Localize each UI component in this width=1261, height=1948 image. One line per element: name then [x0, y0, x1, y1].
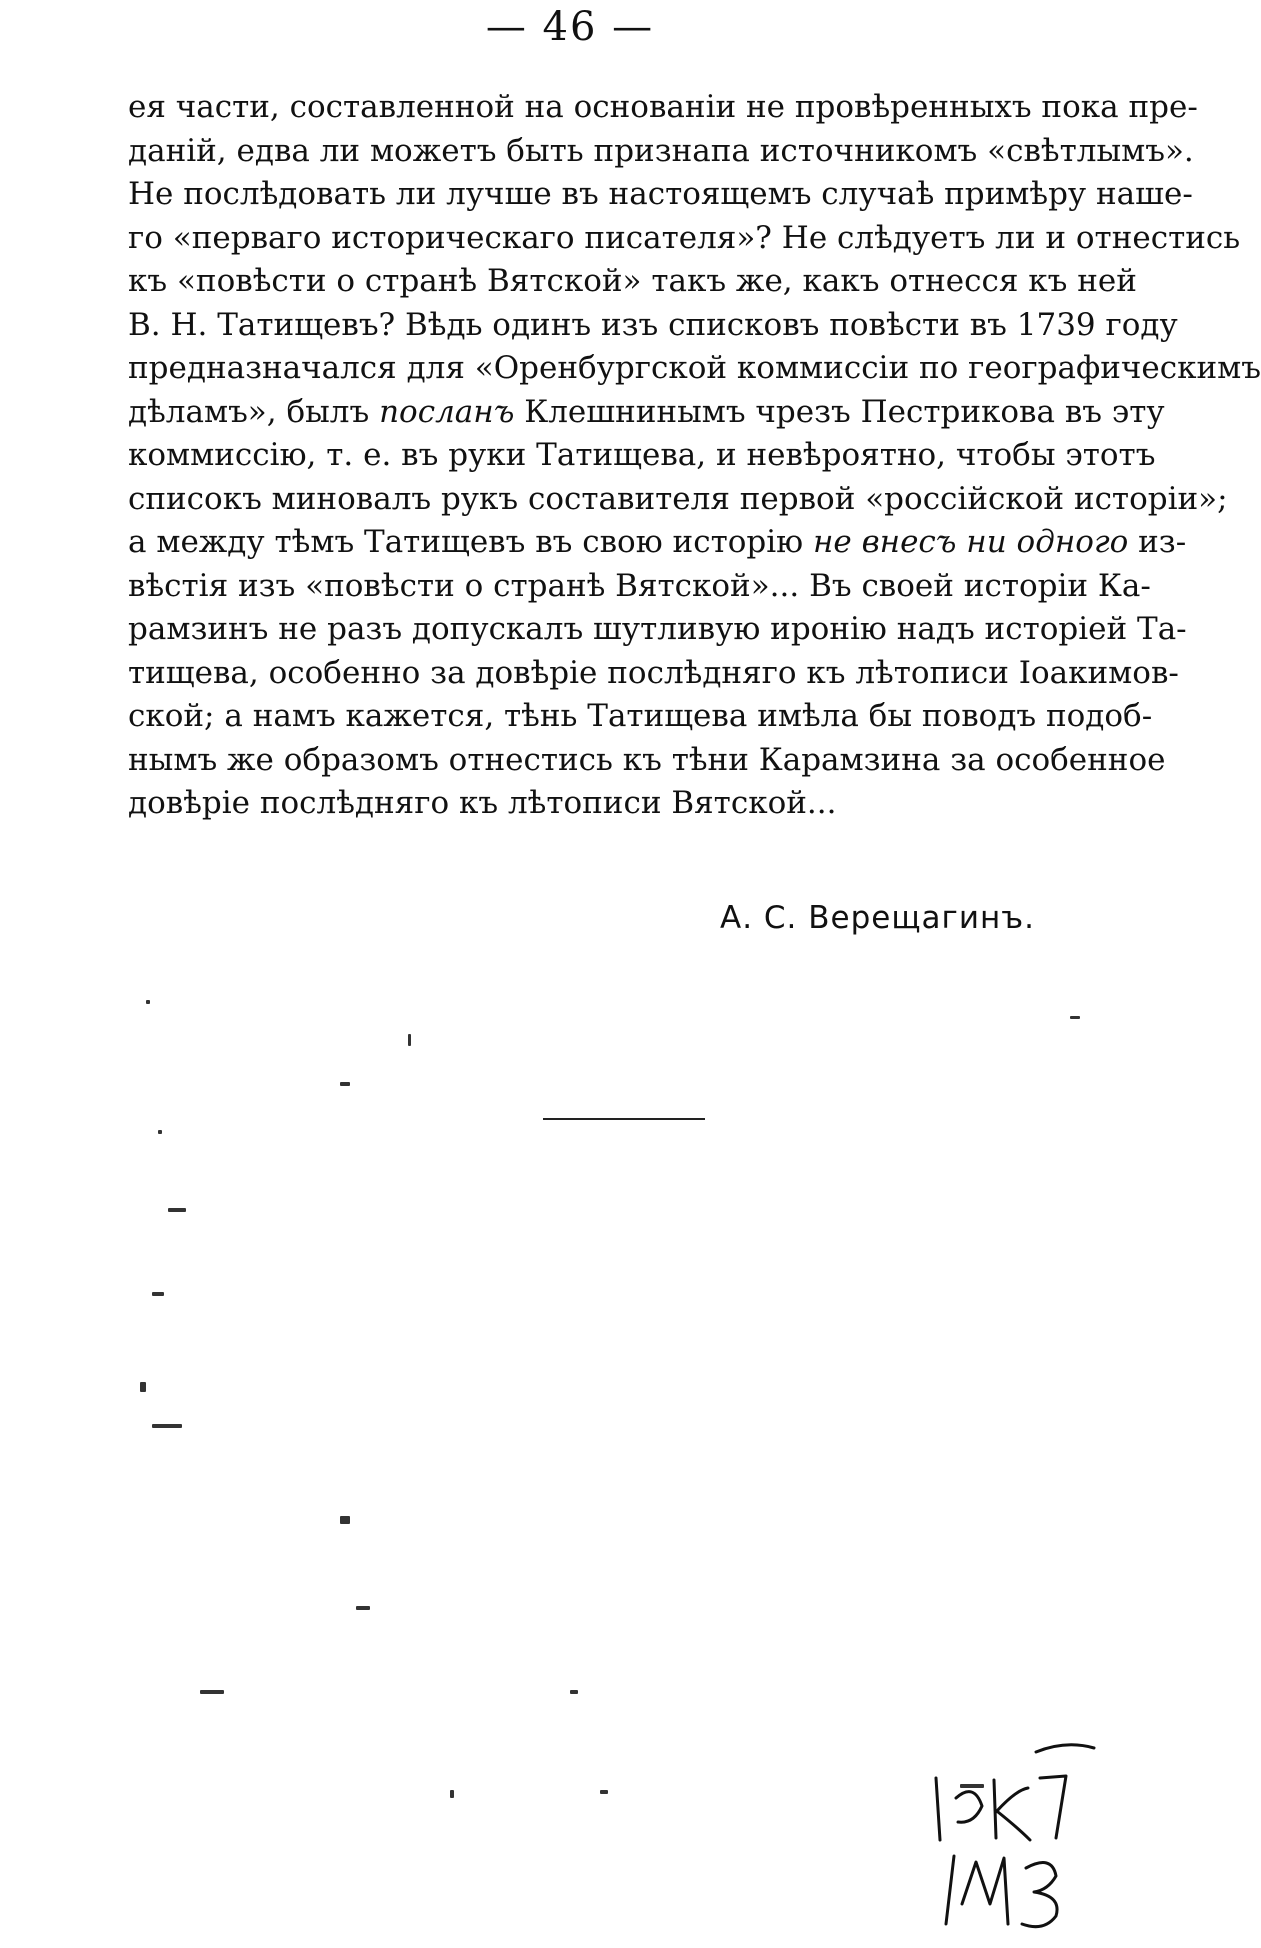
- bleed-through-speck: [600, 1790, 608, 1794]
- bleed-through-speck: [340, 1516, 350, 1524]
- handwritten-top-number: 1641: [924, 1748, 927, 1749]
- text-line: къ «повѣсти о странѣ Вятской» такъ же, какъ отнесся къ ней: [128, 263, 1137, 299]
- pen-stroke: [962, 1858, 1008, 1924]
- bleed-through-speck: [356, 1606, 370, 1610]
- text-segment: Клешнинымъ чрезъ Пестрикова въ эту: [524, 393, 1165, 430]
- text-line: довѣрiе послѣдняго къ лѣтописи Вятской...: [128, 785, 837, 821]
- text-line: го «перваго историческаго писателя»? Не слѣдуетъ ли и отнестись: [128, 219, 1241, 256]
- text-line: [128, 391, 1165, 435]
- author-signature: А. С. Верещагинъ.: [720, 900, 1036, 936]
- bleed-through-speck: [140, 1382, 146, 1392]
- text-line: списокъ миновалъ рукъ составителя первой «россiйской исторiи»;: [128, 480, 1228, 517]
- italic-emphasis: посланъ: [379, 393, 515, 430]
- bleed-through-speck: [146, 1000, 150, 1004]
- page-number: — 46 —: [485, 4, 655, 50]
- pen-stroke: [946, 1856, 954, 1924]
- text-line: В. Н. Татищевъ? Вѣдь одинъ изъ списковъ повѣсти въ 1739 году: [128, 306, 1178, 343]
- text-line: ея части, составленной на основанiи не провѣренныхъ пока пре-: [128, 89, 1198, 125]
- bleed-through-speck: [408, 1034, 411, 1046]
- text-line: [128, 521, 1187, 565]
- pen-stroke: [956, 1792, 982, 1823]
- bleed-through-speck: [570, 1690, 578, 1694]
- bleed-through-speck: [1070, 1016, 1080, 1019]
- bleed-through-speck: [168, 1208, 186, 1212]
- text-segment: из-: [1138, 524, 1187, 560]
- pen-stroke: [1036, 1745, 1094, 1752]
- text-line: предназначался для «Оренбургской коммиссiи по географическимъ: [128, 350, 1261, 386]
- text-line: Не послѣдовать ли лучше въ настоящемъ случаѣ примѣру наше-: [128, 176, 1193, 212]
- bleed-through-speck: [450, 1790, 454, 1798]
- text-line: коммиссiю, т. е. въ руки Татищева, и невѣроятно, чтобы этотъ: [128, 437, 1156, 473]
- bleed-through-speck: [158, 1130, 162, 1134]
- pen-stroke: [994, 1780, 1030, 1840]
- text-segment: дѣламъ», былъ: [128, 393, 370, 430]
- text-line: данiй, едва ли можетъ быть признапа источникомъ «свѣтлымъ».: [128, 132, 1194, 169]
- bleed-through-speck: [152, 1424, 182, 1428]
- handwritten-annotation: [916, 1728, 1126, 1948]
- text-line: вѣстiя изъ «повѣсти о странѣ Вятской»... Въ своей исторiи Ка-: [128, 567, 1151, 604]
- text-line: нымъ же образомъ отнестись къ тѣни Карамзина за особенное: [128, 741, 1166, 778]
- body-text: [128, 86, 1261, 826]
- text-line: рамзинъ не разъ допускалъ шутливую иронiю надъ исторiей Та-: [128, 611, 1187, 647]
- text-line: тищева, особенно за довѣрiе послѣдняго къ лѣтописи Iоакимов-: [128, 654, 1179, 691]
- bleed-through-speck: [200, 1690, 224, 1694]
- text-line: ской; а намъ кажется, тѣнь Татищева имѣла бы поводъ подоб-: [128, 698, 1153, 734]
- section-divider: [543, 1118, 705, 1120]
- pen-stroke: [1022, 1863, 1057, 1927]
- pen-stroke: [1040, 1776, 1066, 1838]
- bleed-through-speck: [340, 1082, 350, 1086]
- italic-emphasis: не внесъ ни одного: [813, 524, 1129, 560]
- bleed-through-speck: [152, 1292, 164, 1296]
- text-segment: а между тѣмъ Татищевъ въ свою исторiю: [128, 524, 804, 560]
- pen-stroke: [936, 1778, 940, 1840]
- handwritten-bottom-number: 113: [924, 1938, 926, 1939]
